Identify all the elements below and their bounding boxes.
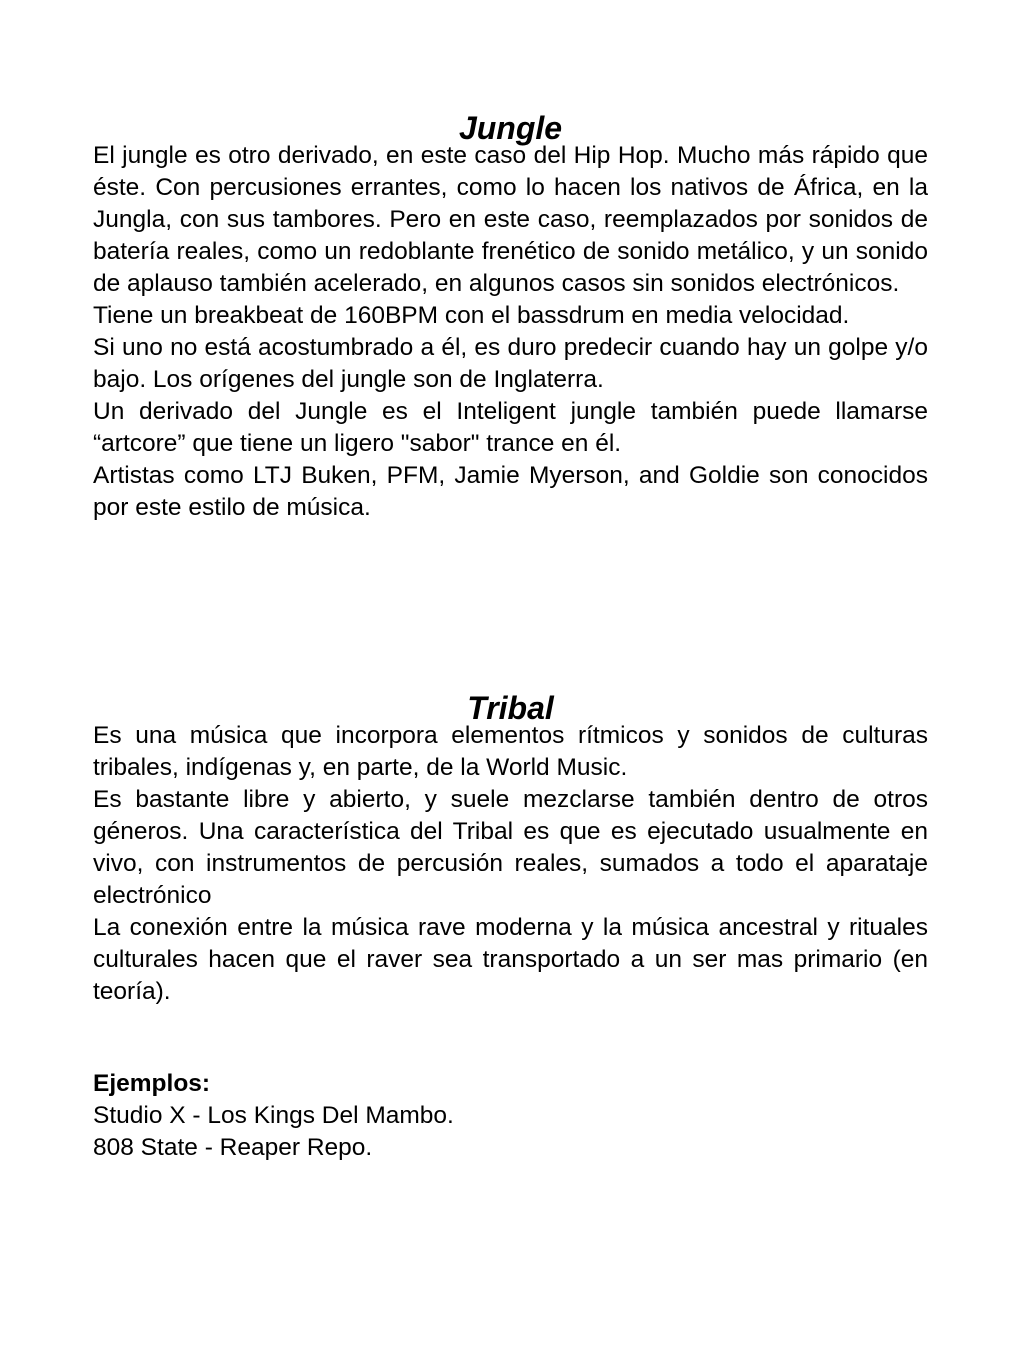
tribal-paragraph: La conexión entre la música rave moderna y la música ancestral y rituales culturales hacen que el raver sea transportado a un ser mas primario (en teoría).: [93, 914, 928, 1005]
tribal-paragraph: Es bastante libre y abierto, y suele mezclarse también dentro de otros géneros. Una característica del Tribal es que es ejecutado usualmente en vivo, con instrumentos de percusión reales, sumados a todo el aparataje electrónico: [93, 786, 928, 909]
tribal-paragraph: Es una música que incorpora elementos rítmicos y sonidos de culturas tribales, indígenas y, en parte, de la World Music.: [93, 722, 928, 781]
examples-heading: Ejemplos:: [93, 1070, 211, 1097]
jungle-paragraph: Si uno no está acostumbrado a él, es duro predecir cuando hay un golpe y/o bajo. Los orígenes del jungle son de Inglaterra.: [93, 334, 928, 393]
jungle-section: [93, 112, 928, 524]
jungle-paragraph: Tiene un breakbeat de 160BPM con el bassdrum en media velocidad.: [93, 302, 850, 329]
jungle-paragraph: Un derivado del Jungle es el Inteligent jungle también puede llamarse “artcore” que tiene un ligero "sabor" trance en él.: [93, 398, 928, 457]
jungle-paragraph: El jungle es otro derivado, en este caso del Hip Hop. Mucho más rápido que éste. Con percusiones errantes, como lo hacen los nativos de África, en la Jungla, con sus tambores. Pero en este caso, reemplazados por sonidos de batería reales, como un redoblante frenético de sonido metálico, y un sonido de aplauso también acelerado, en algunos casos sin sonidos electrónicos.: [93, 142, 928, 297]
example-item: 808 State - Reaper Repo.: [93, 1134, 373, 1161]
tribal-section: [93, 692, 928, 1008]
jungle-title: Jungle: [458, 110, 563, 146]
tribal-title: Tribal: [467, 690, 554, 726]
jungle-paragraph: Artistas como LTJ Buken, PFM, Jamie Myerson, and Goldie son conocidos por este estilo de música.: [93, 462, 928, 521]
examples-section: [93, 1068, 928, 1164]
example-item: Studio X - Los Kings Del Mambo.: [93, 1102, 454, 1129]
